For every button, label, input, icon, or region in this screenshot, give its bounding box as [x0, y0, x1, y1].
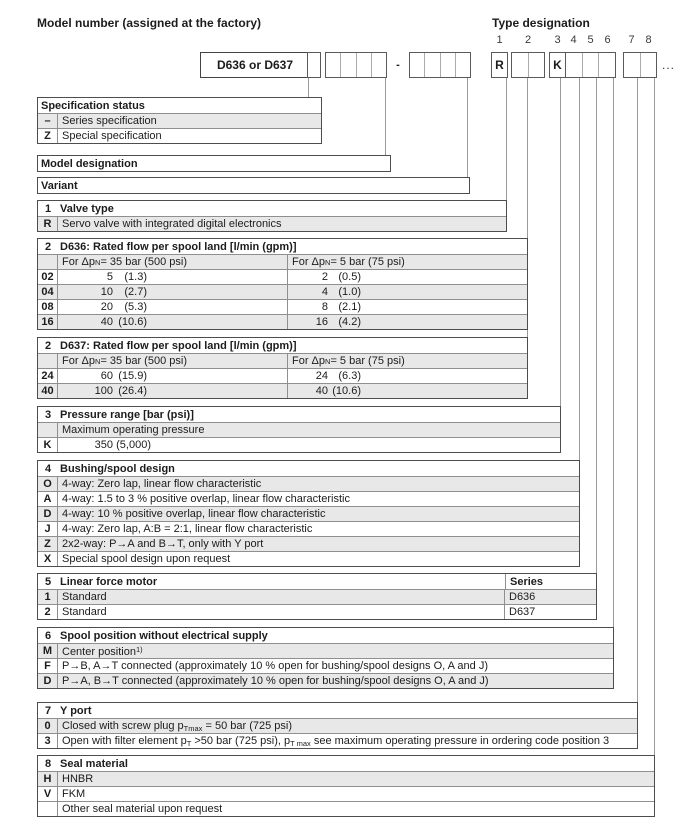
series-column-header: Series [505, 574, 596, 589]
table-row [38, 604, 596, 619]
section-valve-type [37, 200, 507, 232]
row-code: 0 [38, 719, 58, 733]
ellipsis: ... [662, 58, 676, 72]
table-row [38, 658, 613, 673]
row-code: H [38, 772, 58, 786]
flow-value: 20 [100, 301, 113, 313]
table-row [38, 113, 321, 128]
column-header: For Δp N = 35 bar (500 psi) [58, 354, 288, 368]
section-number: 3 [44, 408, 52, 421]
row-text: HNBR [62, 773, 94, 785]
table-row [38, 506, 579, 521]
connector-line-1 [506, 78, 507, 200]
connector-line-model-designation [385, 78, 386, 155]
row-code: F [38, 659, 58, 673]
section-title: Valve type [60, 202, 114, 215]
model-designation-boxes [325, 52, 387, 78]
table-title-row [38, 407, 560, 422]
row-code [38, 802, 58, 816]
section-bushing-spool-design [37, 460, 580, 567]
connector-line-6 [613, 78, 614, 627]
section-title: Bushing/spool design [60, 462, 175, 475]
table-row [38, 476, 579, 491]
row-text: Special spool design upon request [62, 553, 231, 565]
flow-value-gpm: (6.3) [338, 370, 361, 382]
row-code: 1 [38, 590, 58, 604]
flow-value-gpm: (1.3) [124, 271, 147, 283]
table-row [38, 299, 527, 314]
table-row [38, 269, 527, 284]
column-header: For Δp N = 35 bar (500 psi) [58, 255, 288, 269]
table-row [38, 536, 579, 551]
table-row [38, 551, 579, 566]
column-header-row [38, 353, 527, 368]
table-title-row [38, 703, 637, 718]
spec-status-code-box [307, 52, 321, 78]
section-number: 5 [44, 575, 52, 588]
section-number: 4 [44, 462, 52, 475]
row-code [38, 423, 58, 437]
row-code: D [38, 507, 58, 521]
type-position-label-6: 6 [604, 34, 611, 46]
pressure-value-psi: (5,000) [116, 439, 151, 451]
flow-value-gpm: (15.9) [118, 370, 147, 382]
table-row [38, 801, 654, 816]
section-number: 8 [44, 757, 52, 770]
table-row [38, 643, 613, 658]
row-code: 2 [38, 605, 58, 619]
model-series-box [200, 52, 310, 78]
flow-value: 40 [315, 385, 328, 397]
table-title: Model designation [41, 157, 138, 170]
row-code: K [38, 438, 58, 452]
row-code: M [38, 644, 58, 658]
type-box-1 [491, 52, 508, 78]
type-box-2 [511, 52, 545, 78]
row-text: Center position$^{1)}$ [62, 644, 143, 658]
table-title-row [38, 98, 321, 113]
type-box-3-value: K [553, 58, 562, 72]
row-text: 2x2-way: P→A and B→T, only with Y port [62, 538, 264, 550]
table-title-row [38, 178, 469, 193]
section-number: 7 [44, 704, 52, 717]
type-position-label-2: 2 [524, 34, 532, 46]
row-text: Special specification [62, 130, 162, 142]
variant-boxes [409, 52, 471, 78]
table-row [38, 718, 637, 733]
page-title-model-number: Model number (assigned at the factory) [37, 16, 262, 30]
flow-value-gpm: (10.6) [332, 385, 361, 397]
table-row [38, 786, 654, 801]
section-number: 1 [44, 202, 52, 215]
row-code: J [38, 522, 58, 536]
table-title-row [38, 574, 596, 589]
table-row [38, 771, 654, 786]
row-code: Z [38, 537, 58, 551]
row-text: 4-way: Zero lap, A:B = 2:1, linear flow characteristic [62, 523, 313, 535]
row-text: Standard [62, 591, 107, 603]
type-position-label-8: 8 [645, 34, 652, 46]
section-number: 2 [44, 339, 52, 352]
column-header: For Δp N = 5 bar (75 psi) [292, 355, 405, 367]
table-row [38, 128, 321, 143]
flow-value-gpm: (10.6) [118, 316, 147, 328]
table-title: Variant [41, 179, 78, 192]
connector-line-3 [560, 78, 561, 406]
row-code: X [38, 552, 58, 566]
row-code: 40 [38, 384, 58, 398]
section-y-port [37, 702, 638, 749]
section-title: Y port [60, 704, 92, 717]
flow-value: 4 [321, 286, 328, 298]
table-row [38, 216, 506, 231]
flow-value: 8 [321, 301, 328, 313]
flow-value-gpm: (1.0) [338, 286, 361, 298]
column-header: For Δp N = 5 bar (75 psi) [292, 256, 405, 268]
table-title: Specification status [41, 99, 145, 112]
type-box-1-value: R [495, 58, 504, 72]
flow-value-gpm: (26.4) [118, 385, 147, 397]
flow-value: 10 [100, 286, 113, 298]
model-series-box-label: D636 or D637 [216, 58, 294, 72]
row-code: Z [38, 129, 58, 143]
table-title-row [38, 756, 654, 771]
flow-value-gpm: (5.3) [124, 301, 147, 313]
table-title-row [38, 628, 613, 643]
table-row [38, 673, 613, 688]
table-title-row [38, 338, 527, 353]
flow-value-gpm: (0.5) [338, 271, 361, 283]
section-title: Pressure range [bar (psi)] [60, 408, 194, 421]
flow-value: 40 [100, 316, 113, 328]
row-code: – [38, 114, 58, 128]
row-text: Series specification [62, 115, 157, 127]
flow-value: 5 [106, 271, 113, 283]
model-designation-bar [37, 155, 391, 172]
table-title-row [38, 156, 390, 171]
flow-value: 60 [100, 370, 113, 382]
type-position-label-3: 3 [554, 34, 561, 46]
section-rated-flow-d636 [37, 238, 528, 330]
connector-line-spec-status [308, 78, 309, 97]
row-code: D [38, 674, 58, 688]
section-pressure-range [37, 406, 561, 453]
flow-value: 100 [94, 385, 113, 397]
row-code [38, 255, 58, 269]
row-code: 04 [38, 285, 58, 299]
section-spool-position [37, 627, 614, 689]
row-code: O [38, 477, 58, 491]
row-code: 02 [38, 270, 58, 284]
type-box-4-5-6 [565, 52, 616, 78]
table-row [38, 521, 579, 536]
section-linear-force-motor [37, 573, 597, 620]
connector-line-8 [654, 78, 655, 755]
series-value: D637 [504, 605, 596, 619]
table-row [38, 368, 527, 383]
type-position-label-4: 4 [570, 34, 577, 46]
table-title-row [38, 201, 506, 216]
table-title-row [38, 461, 579, 476]
flow-value: 24 [315, 370, 328, 382]
connector-line-5 [596, 78, 597, 573]
row-text: 4-way: 10 % positive overlap, linear flow characteristic [62, 508, 326, 520]
row-code: 3 [38, 734, 58, 748]
dash-separator: - [396, 59, 400, 71]
series-value: D636 [504, 590, 596, 604]
flow-value: 16 [315, 316, 328, 328]
row-text: 4-way: Zero lap, linear flow characteristic [62, 478, 262, 490]
flow-value-gpm: (2.7) [124, 286, 147, 298]
flow-value-gpm: (4.2) [338, 316, 361, 328]
row-text: Standard [62, 606, 107, 618]
flow-value: 2 [321, 271, 328, 283]
spec-status-table [37, 97, 322, 144]
section-number: 2 [44, 240, 52, 253]
section-seal-material [37, 755, 655, 817]
subtitle-row [38, 422, 560, 437]
row-text: Closed with screw plug $p_{Tmax} = 50$ bar (725 psi) [62, 719, 293, 733]
type-position-label-1: 1 [496, 34, 503, 46]
row-text: P→B, A→T connected (approximately 10 % open for bushing/spool designs O, A and J) [62, 660, 488, 672]
section-title: D636: Rated flow per spool land [l/min (gpm)] [60, 240, 297, 253]
table-row [38, 437, 560, 452]
row-text: Maximum operating pressure [62, 424, 205, 436]
type-position-label-7: 7 [628, 34, 635, 46]
table-row [38, 314, 527, 329]
row-text: Open with filter element $p_T >50$ bar (725 psi), $p_{T max}$ see maximum operating pressure in ordering code position 3 [62, 734, 610, 748]
table-title-row [38, 239, 527, 254]
variant-bar [37, 177, 470, 194]
section-title: Spool position without electrical supply [60, 629, 268, 642]
row-code: V [38, 787, 58, 801]
page-title-type-designation: Type designation [492, 16, 590, 30]
section-title: Linear force motor [60, 575, 158, 588]
type-box-7-8 [623, 52, 657, 78]
type-position-label-5: 5 [587, 34, 594, 46]
row-code: 08 [38, 300, 58, 314]
connector-line-4 [579, 78, 580, 460]
row-text: FKM [62, 788, 86, 800]
section-title: D637: Rated flow per spool land [l/min (gpm)] [60, 339, 297, 352]
row-text: Servo valve with integrated digital electronics [62, 218, 282, 230]
connector-line-7 [637, 78, 638, 702]
section-number: 6 [44, 629, 52, 642]
section-rated-flow-d637 [37, 337, 528, 399]
row-code: 16 [38, 315, 58, 329]
table-row [38, 589, 596, 604]
table-row [38, 284, 527, 299]
pressure-value: 350 [94, 439, 113, 451]
section-title: Seal material [60, 757, 128, 770]
row-text: 4-way: 1.5 to 3 % positive overlap, linear flow characteristic [62, 493, 350, 505]
row-text: P→A, B→T connected (approximately 10 % open for bushing/spool designs O, A and J) [62, 675, 489, 687]
row-text: Other seal material upon request [62, 803, 223, 815]
row-code [38, 354, 58, 368]
flow-value-gpm: (2.1) [338, 301, 361, 313]
row-code: A [38, 492, 58, 506]
table-row [38, 383, 527, 398]
table-row [38, 491, 579, 506]
table-row [38, 733, 637, 748]
connector-line-variant [467, 78, 468, 177]
row-code: 24 [38, 369, 58, 383]
column-header-row [38, 254, 527, 269]
type-box-3 [549, 52, 566, 78]
row-code: R [38, 217, 58, 231]
